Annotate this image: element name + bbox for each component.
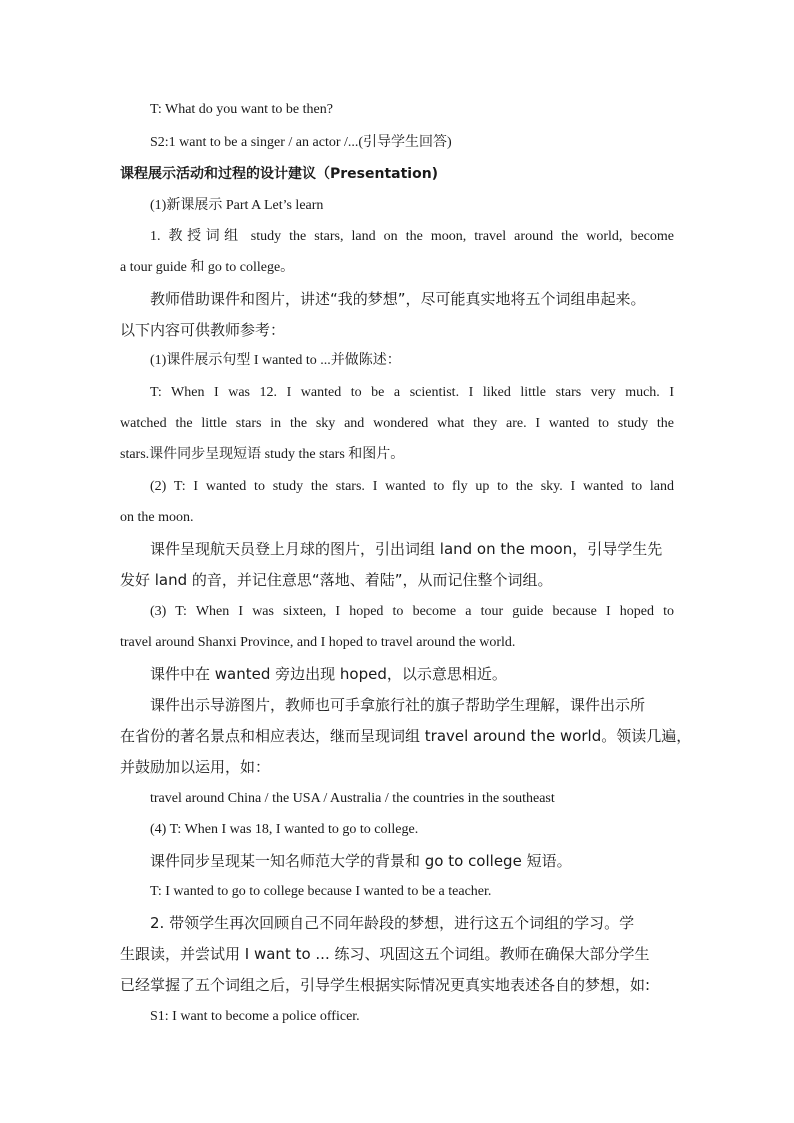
- paragraph-hoped: 课件中在 wanted 旁边出现 hoped，以示意思相近。: [150, 665, 507, 683]
- paragraph-tour-guide-line-1: 课件出示导游图片，教师也可手拿旅行社的旗子帮助学生理解，课件出示所: [150, 696, 646, 714]
- example-4-line: (4) T: When I was 18, I wanted to go to college.: [150, 822, 419, 837]
- step-1-phrases-line-1: 1. 教授词组 study the stars, land on the moon, travel around the world, become: [150, 229, 674, 244]
- item-1-sentence-pattern: (1)课件展示句型 I wanted to ...并做陈述：: [150, 353, 401, 368]
- step-2-line-3: 已经掌握了五个词组之后，引导学生根据实际情况更真实地表述各自的梦想，如:: [120, 976, 651, 994]
- paragraph-moon-line-1: 课件呈现航天员登上月球的图片，引出词组 land on the moon，引导学生先: [150, 540, 663, 558]
- example-3-line-2: travel around Shanxi Province, and I hoped to travel around the world.: [120, 635, 516, 650]
- paragraph-tour-guide-line-2: 在省份的著名景点和相应表达，继而呈现词组 travel around the world。领读几遍，: [120, 727, 692, 745]
- example-2-line-1: (2) T: I wanted to study the stars. I wanted to fly up to the sky. I wanted to land: [150, 479, 674, 494]
- teacher-college-sentence: T: I wanted to go to college because I wanted to be a teacher.: [150, 884, 492, 899]
- subsection-new-lesson: (1)新课展示 Part A Let’s learn: [150, 198, 324, 213]
- student-1-answer: S1: I want to become a police officer.: [150, 1009, 360, 1024]
- paragraph-tour-guide-line-3: 并鼓励加以运用，如：: [120, 758, 271, 776]
- step-2-line-1: 2. 带领学生再次回顾自己不同年龄段的梦想，进行这五个词组的学习。学: [150, 914, 635, 932]
- step-1-phrases-line-2: a tour guide 和 go to college。: [120, 260, 295, 275]
- paragraph-teacher-dream-line-1: 教师借助课件和图片，讲述“我的梦想”，尽可能真实地将五个词组串起来。: [150, 290, 646, 308]
- example-1-line-3: stars.课件同步呈现短语 study the stars 和图片。: [120, 447, 405, 462]
- dialogue-line-teacher-question: T: What do you want to be then?: [150, 102, 333, 117]
- paragraph-moon-line-2: 发好 land 的音，并记住意思“落地、着陆”，从而记住整个词组。: [120, 571, 553, 589]
- paragraph-college: 课件同步呈现某一知名师范大学的背景和 go to college 短语。: [150, 852, 572, 870]
- section-heading-presentation: 课程展示活动和过程的设计建议（Presentation): [120, 166, 439, 182]
- example-1-line-2: watched the little stars in the sky and wondered what they are. I wanted to study the: [120, 416, 674, 431]
- paragraph-teacher-dream-line-2: 以下内容可供教师参考：: [120, 321, 286, 339]
- dialogue-line-student-answer: S2:1 want to be a singer / an actor /...(引导学生回答): [150, 135, 452, 150]
- example-2-line-2: on the moon.: [120, 510, 194, 525]
- travel-around-examples: travel around China / the USA / Australia / the countries in the southeast: [150, 791, 555, 806]
- step-2-line-2: 生跟读，并尝试用 I want to ... 练习、巩固这五个词组。教师在确保大部分学生: [120, 945, 650, 963]
- example-3-line-1: (3) T: When I was sixteen, I hoped to become a tour guide because I hoped to: [150, 604, 674, 619]
- example-1-line-1: T: When I was 12. I wanted to be a scientist. I liked little stars very much. I: [150, 385, 674, 400]
